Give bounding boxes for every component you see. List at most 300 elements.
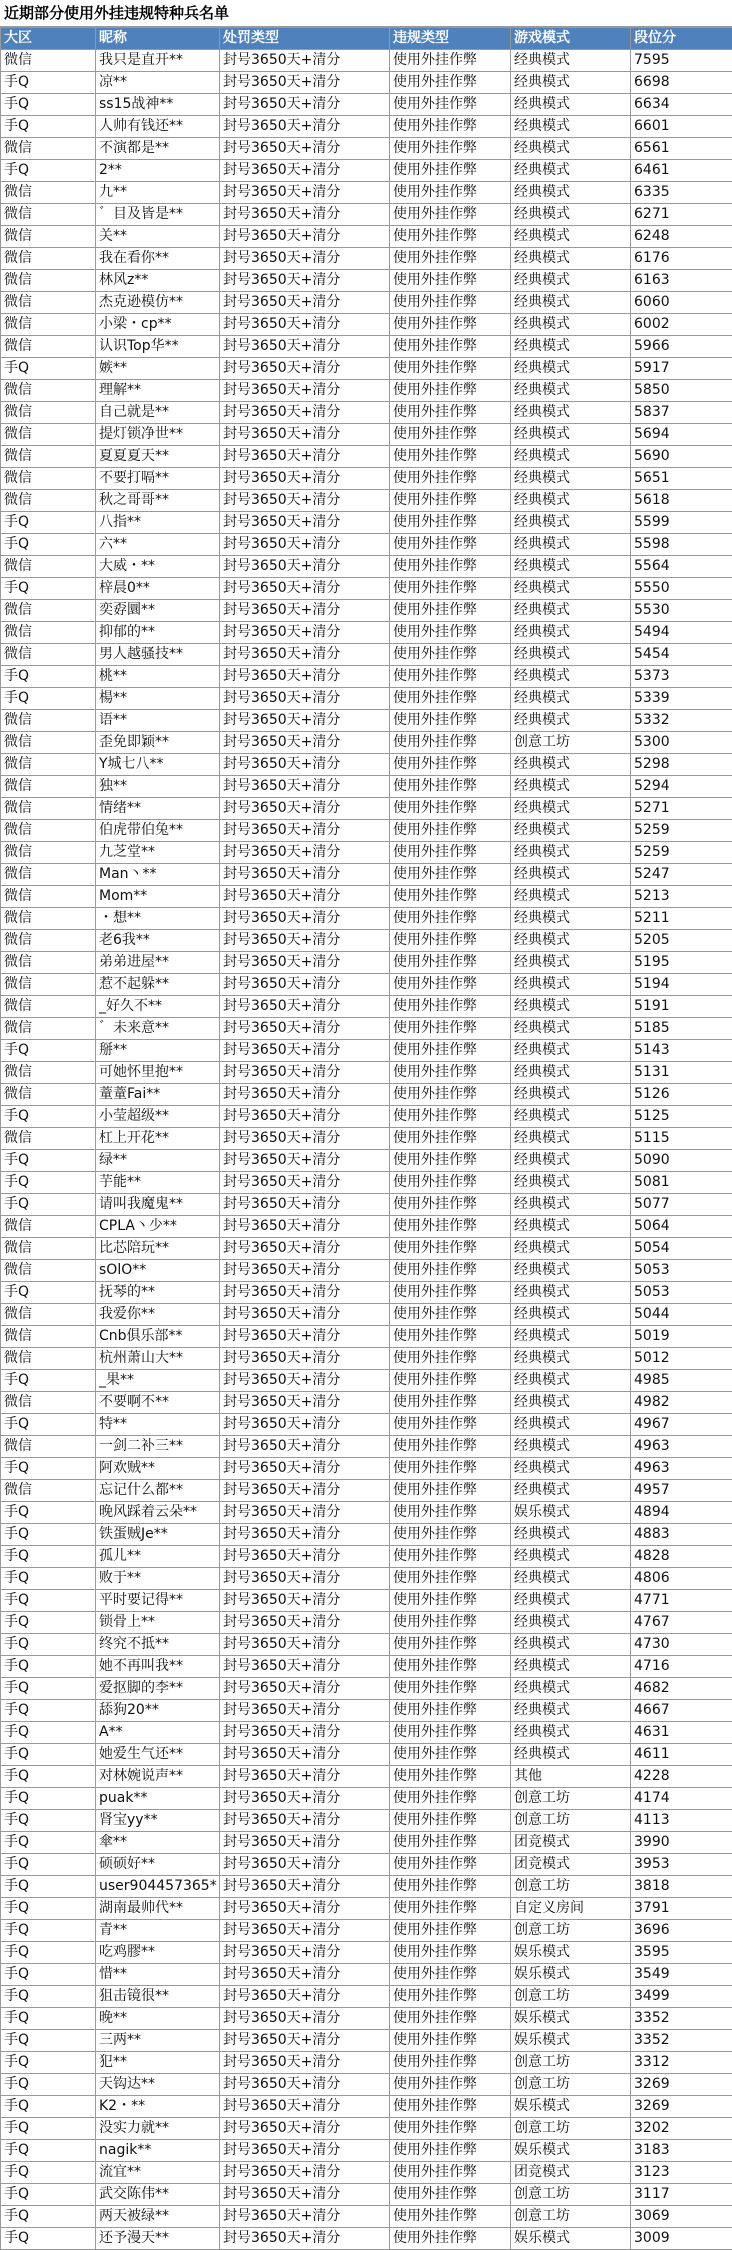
penalty-cell: 封号3650天+清分: [220, 1260, 390, 1282]
nickname-cell: 语**: [96, 710, 220, 732]
penalty-cell: 封号3650天+清分: [220, 710, 390, 732]
game-mode-cell: 经典模式: [511, 490, 631, 512]
game-mode-cell: 经典模式: [511, 116, 631, 138]
region-cell: 手Q: [1, 1876, 96, 1898]
game-mode-cell: 经典模式: [511, 1040, 631, 1062]
penalty-cell: 封号3650天+清分: [220, 336, 390, 358]
rank-score-cell: 6176: [631, 248, 732, 270]
violation-cell: 使用外挂作弊: [390, 248, 511, 270]
violation-cell: 使用外挂作弊: [390, 2206, 511, 2228]
nickname-cell: 梓晨0**: [96, 578, 220, 600]
region-cell: 手Q: [1, 116, 96, 138]
table-row: [1, 1238, 732, 1260]
region-cell: 手Q: [1, 2096, 96, 2118]
rank-score-cell: 3696: [631, 1920, 732, 1942]
penalty-cell: 封号3650天+清分: [220, 2228, 390, 2250]
table-row: [1, 1612, 732, 1634]
violation-cell: 使用外挂作弊: [390, 688, 511, 710]
rank-score-cell: 3312: [631, 2052, 732, 2074]
nickname-cell: 不演都是**: [96, 138, 220, 160]
violation-cell: 使用外挂作弊: [390, 138, 511, 160]
rank-score-cell: 5599: [631, 512, 732, 534]
table-row: [1, 1040, 732, 1062]
violation-cell: 使用外挂作弊: [390, 776, 511, 798]
table-row: [1, 1480, 732, 1502]
table-row: [1, 2008, 732, 2030]
game-mode-cell: 经典模式: [511, 1062, 631, 1084]
violation-cell: 使用外挂作弊: [390, 1678, 511, 1700]
rank-score-cell: 3352: [631, 2008, 732, 2030]
table-row: [1, 1986, 732, 2008]
game-mode-cell: 经典模式: [511, 1546, 631, 1568]
region-cell: 手Q: [1, 1832, 96, 1854]
game-mode-cell: 经典模式: [511, 754, 631, 776]
game-mode-cell: 经典模式: [511, 204, 631, 226]
rank-score-cell: 5271: [631, 798, 732, 820]
rank-score-cell: 5211: [631, 908, 732, 930]
rank-score-cell: 4806: [631, 1568, 732, 1590]
nickname-cell: 凉**: [96, 72, 220, 94]
nickname-cell: 爱抠脚的李**: [96, 1678, 220, 1700]
violation-cell: 使用外挂作弊: [390, 1986, 511, 2008]
table-row: [1, 1810, 732, 1832]
penalty-cell: 封号3650天+清分: [220, 1172, 390, 1194]
region-cell: 微信: [1, 1018, 96, 1040]
region-cell: 手Q: [1, 1172, 96, 1194]
game-mode-cell: 经典模式: [511, 1216, 631, 1238]
nickname-cell: 杰克逊模仿**: [96, 292, 220, 314]
nickname-cell: 硕硕好**: [96, 1854, 220, 1876]
rank-score-cell: 5837: [631, 402, 732, 424]
nickname-cell: Man丶**: [96, 864, 220, 886]
rank-score-cell: 4967: [631, 1414, 732, 1436]
nickname-cell: 舔狗20**: [96, 1700, 220, 1722]
region-cell: 手Q: [1, 1810, 96, 1832]
nickname-cell: 不要啊不**: [96, 1392, 220, 1414]
game-mode-cell: 经典模式: [511, 1436, 631, 1458]
nickname-cell: _好久不**: [96, 996, 220, 1018]
rank-score-cell: 5195: [631, 952, 732, 974]
violation-cell: 使用外挂作弊: [390, 1744, 511, 1766]
column-header-penalty: 处罚类型: [220, 28, 390, 50]
rank-score-cell: 6335: [631, 182, 732, 204]
game-mode-cell: 经典模式: [511, 424, 631, 446]
penalty-cell: 封号3650天+清分: [220, 248, 390, 270]
nickname-cell: A**: [96, 1722, 220, 1744]
rank-score-cell: 4730: [631, 1634, 732, 1656]
violation-cell: 使用外挂作弊: [390, 842, 511, 864]
region-cell: 手Q: [1, 72, 96, 94]
nickname-cell: 晚**: [96, 2008, 220, 2030]
table-row: [1, 996, 732, 1018]
violation-cell: 使用外挂作弊: [390, 1700, 511, 1722]
game-mode-cell: 经典模式: [511, 1656, 631, 1678]
game-mode-cell: 经典模式: [511, 1744, 631, 1766]
table-row: [1, 842, 732, 864]
violation-cell: 使用外挂作弊: [390, 710, 511, 732]
game-mode-cell: 经典模式: [511, 864, 631, 886]
rank-score-cell: 4982: [631, 1392, 732, 1414]
penalty-cell: 封号3650天+清分: [220, 1282, 390, 1304]
violation-cell: 使用外挂作弊: [390, 446, 511, 468]
penalty-cell: 封号3650天+清分: [220, 1304, 390, 1326]
nickname-cell: 九**: [96, 182, 220, 204]
violation-cell: 使用外挂作弊: [390, 336, 511, 358]
region-cell: 手Q: [1, 512, 96, 534]
penalty-cell: 封号3650天+清分: [220, 72, 390, 94]
table-row: [1, 1524, 732, 1546]
game-mode-cell: 经典模式: [511, 336, 631, 358]
table-row: [1, 556, 732, 578]
violation-cell: 使用外挂作弊: [390, 424, 511, 446]
game-mode-cell: 经典模式: [511, 1612, 631, 1634]
rank-score-cell: 5694: [631, 424, 732, 446]
penalty-cell: 封号3650天+清分: [220, 512, 390, 534]
rank-score-cell: 5090: [631, 1150, 732, 1172]
penalty-cell: 封号3650天+清分: [220, 2206, 390, 2228]
violation-cell: 使用外挂作弊: [390, 2008, 511, 2030]
penalty-cell: 封号3650天+清分: [220, 1788, 390, 1810]
rank-score-cell: 5053: [631, 1260, 732, 1282]
region-cell: 手Q: [1, 666, 96, 688]
region-cell: 微信: [1, 380, 96, 402]
violation-cell: 使用外挂作弊: [390, 600, 511, 622]
region-cell: 手Q: [1, 1106, 96, 1128]
nickname-cell: 掰**: [96, 1040, 220, 1062]
nickname-cell: 比芯陪玩**: [96, 1238, 220, 1260]
nickname-cell: 请叫我魔鬼**: [96, 1194, 220, 1216]
game-mode-cell: 娱乐模式: [511, 2140, 631, 2162]
violation-cell: 使用外挂作弊: [390, 1106, 511, 1128]
penalty-cell: 封号3650天+清分: [220, 1150, 390, 1172]
game-mode-cell: 经典模式: [511, 974, 631, 996]
rank-score-cell: 5966: [631, 336, 732, 358]
region-cell: 微信: [1, 204, 96, 226]
nickname-cell: 三两**: [96, 2030, 220, 2052]
nickname-cell: nagik**: [96, 2140, 220, 2162]
table-row: [1, 2184, 732, 2206]
table-row: [1, 1414, 732, 1436]
table-row: [1, 1128, 732, 1150]
game-mode-cell: 经典模式: [511, 688, 631, 710]
nickname-cell: ゛目及皆是**: [96, 204, 220, 226]
violation-cell: 使用外挂作弊: [390, 1942, 511, 1964]
nickname-cell: 可她怀里抱**: [96, 1062, 220, 1084]
rank-score-cell: 5298: [631, 754, 732, 776]
game-mode-cell: 创意工坊: [511, 2206, 631, 2228]
violation-cell: 使用外挂作弊: [390, 2096, 511, 2118]
rank-score-cell: 6634: [631, 94, 732, 116]
penalty-cell: 封号3650天+清分: [220, 1502, 390, 1524]
region-cell: 手Q: [1, 1502, 96, 1524]
game-mode-cell: 经典模式: [511, 556, 631, 578]
penalty-cell: 封号3650天+清分: [220, 930, 390, 952]
region-cell: 微信: [1, 292, 96, 314]
game-mode-cell: 创意工坊: [511, 1810, 631, 1832]
nickname-cell: 秋之哥哥**: [96, 490, 220, 512]
game-mode-cell: 经典模式: [511, 820, 631, 842]
penalty-cell: 封号3650天+清分: [220, 1612, 390, 1634]
region-cell: 手Q: [1, 1964, 96, 1986]
penalty-cell: 封号3650天+清分: [220, 1480, 390, 1502]
rank-score-cell: 6248: [631, 226, 732, 248]
game-mode-cell: 经典模式: [511, 1568, 631, 1590]
region-cell: 手Q: [1, 1854, 96, 1876]
violation-cell: 使用外挂作弊: [390, 1348, 511, 1370]
game-mode-cell: 经典模式: [511, 138, 631, 160]
region-cell: 手Q: [1, 2118, 96, 2140]
table-row: [1, 116, 732, 138]
penalty-cell: 封号3650天+清分: [220, 1040, 390, 1062]
violation-cell: 使用外挂作弊: [390, 644, 511, 666]
table-row: [1, 1348, 732, 1370]
penalty-cell: 封号3650天+清分: [220, 798, 390, 820]
region-cell: 微信: [1, 908, 96, 930]
table-row: [1, 1942, 732, 1964]
table-row: [1, 270, 732, 292]
game-mode-cell: 创意工坊: [511, 2052, 631, 2074]
penalty-cell: 封号3650天+清分: [220, 1700, 390, 1722]
rank-score-cell: 4228: [631, 1766, 732, 1788]
penalty-cell: 封号3650天+清分: [220, 754, 390, 776]
nickname-cell: ss15战神**: [96, 94, 220, 116]
violation-cell: 使用外挂作弊: [390, 2030, 511, 2052]
region-cell: 手Q: [1, 1150, 96, 1172]
rank-score-cell: 6271: [631, 204, 732, 226]
table-row: [1, 292, 732, 314]
violation-cell: 使用外挂作弊: [390, 1568, 511, 1590]
nickname-cell: 我只是直开**: [96, 50, 220, 72]
violation-cell: 使用外挂作弊: [390, 1524, 511, 1546]
rank-score-cell: 5259: [631, 842, 732, 864]
rank-score-cell: 6698: [631, 72, 732, 94]
rank-score-cell: 5339: [631, 688, 732, 710]
table-row: [1, 1392, 732, 1414]
nickname-cell: 人帅有钱还**: [96, 116, 220, 138]
rank-score-cell: 4682: [631, 1678, 732, 1700]
table-row: [1, 1370, 732, 1392]
game-mode-cell: 娱乐模式: [511, 2008, 631, 2030]
table-row: [1, 1700, 732, 1722]
region-cell: 微信: [1, 314, 96, 336]
nickname-cell: 关**: [96, 226, 220, 248]
region-cell: 微信: [1, 336, 96, 358]
game-mode-cell: 经典模式: [511, 842, 631, 864]
nickname-cell: 我爱你**: [96, 1304, 220, 1326]
region-cell: 微信: [1, 710, 96, 732]
region-cell: 手Q: [1, 1414, 96, 1436]
violation-cell: 使用外挂作弊: [390, 2228, 511, 2250]
table-row: [1, 974, 732, 996]
violation-cell: 使用外挂作弊: [390, 50, 511, 72]
table-row: [1, 490, 732, 512]
nickname-cell: 奕孬圜**: [96, 600, 220, 622]
rank-score-cell: 5494: [631, 622, 732, 644]
region-cell: 手Q: [1, 1040, 96, 1062]
rank-score-cell: 3269: [631, 2074, 732, 2096]
region-cell: 微信: [1, 270, 96, 292]
violation-cell: 使用外挂作弊: [390, 204, 511, 226]
nickname-cell: 她爱生气还**: [96, 1744, 220, 1766]
nickname-cell: 蕫蕫Fai**: [96, 1084, 220, 1106]
nickname-cell: 吃鸡膠**: [96, 1942, 220, 1964]
region-cell: 微信: [1, 952, 96, 974]
violation-cell: 使用外挂作弊: [390, 622, 511, 644]
nickname-cell: 提灯锁净世**: [96, 424, 220, 446]
violation-cell: 使用外挂作弊: [390, 1964, 511, 1986]
violation-cell: 使用外挂作弊: [390, 1854, 511, 1876]
penalty-cell: 封号3650天+清分: [220, 2118, 390, 2140]
game-mode-cell: 经典模式: [511, 996, 631, 1018]
table-row: [1, 776, 732, 798]
region-cell: 手Q: [1, 1282, 96, 1304]
penalty-cell: 封号3650天+清分: [220, 1920, 390, 1942]
game-mode-cell: 经典模式: [511, 1238, 631, 1260]
region-cell: 手Q: [1, 1194, 96, 1216]
violation-cell: 使用外挂作弊: [390, 380, 511, 402]
table-row: [1, 1150, 732, 1172]
game-mode-cell: 创意工坊: [511, 732, 631, 754]
region-cell: 手Q: [1, 94, 96, 116]
penalty-cell: 封号3650天+清分: [220, 314, 390, 336]
table-row: [1, 2030, 732, 2052]
game-mode-cell: 经典模式: [511, 622, 631, 644]
nickname-cell: 男人越骚技**: [96, 644, 220, 666]
game-mode-cell: 自定义房间: [511, 1898, 631, 1920]
region-cell: 手Q: [1, 534, 96, 556]
table-row: [1, 1832, 732, 1854]
rank-score-cell: 5247: [631, 864, 732, 886]
table-row: [1, 622, 732, 644]
table-row: [1, 2074, 732, 2096]
table-row: [1, 1788, 732, 1810]
violation-cell: 使用外挂作弊: [390, 2140, 511, 2162]
game-mode-cell: 娱乐模式: [511, 2096, 631, 2118]
rank-score-cell: 5131: [631, 1062, 732, 1084]
rank-score-cell: 5077: [631, 1194, 732, 1216]
region-cell: 手Q: [1, 358, 96, 380]
violation-cell: 使用外挂作弊: [390, 2184, 511, 2206]
table-row: [1, 336, 732, 358]
game-mode-cell: 创意工坊: [511, 1876, 631, 1898]
table-row: [1, 1854, 732, 1876]
rank-score-cell: 5126: [631, 1084, 732, 1106]
violation-cell: 使用外挂作弊: [390, 2052, 511, 2074]
violation-cell: 使用外挂作弊: [390, 732, 511, 754]
penalty-cell: 封号3650天+清分: [220, 1854, 390, 1876]
game-mode-cell: 创意工坊: [511, 1986, 631, 2008]
table-row: [1, 1172, 732, 1194]
rank-score-cell: 3990: [631, 1832, 732, 1854]
game-mode-cell: 创意工坊: [511, 2074, 631, 2096]
penalty-cell: 封号3650天+清分: [220, 380, 390, 402]
penalty-cell: 封号3650天+清分: [220, 1370, 390, 1392]
nickname-cell: 惹不起躲**: [96, 974, 220, 996]
region-cell: 手Q: [1, 1568, 96, 1590]
game-mode-cell: 创意工坊: [511, 1920, 631, 1942]
game-mode-cell: 经典模式: [511, 94, 631, 116]
rank-score-cell: 4174: [631, 1788, 732, 1810]
nickname-cell: 楊**: [96, 688, 220, 710]
violation-cell: 使用外挂作弊: [390, 1062, 511, 1084]
region-cell: 微信: [1, 732, 96, 754]
region-cell: 手Q: [1, 1524, 96, 1546]
nickname-cell: 八指**: [96, 512, 220, 534]
rank-score-cell: 4985: [631, 1370, 732, 1392]
violation-cell: 使用外挂作弊: [390, 1326, 511, 1348]
nickname-cell: 情绪**: [96, 798, 220, 820]
violation-cell: 使用外挂作弊: [390, 1898, 511, 1920]
game-mode-cell: 创意工坊: [511, 1788, 631, 1810]
nickname-cell: Y城七八**: [96, 754, 220, 776]
violation-cell: 使用外挂作弊: [390, 666, 511, 688]
rank-score-cell: 5294: [631, 776, 732, 798]
game-mode-cell: 团竞模式: [511, 1854, 631, 1876]
rank-score-cell: 5332: [631, 710, 732, 732]
region-cell: 微信: [1, 842, 96, 864]
table-row: [1, 402, 732, 424]
game-mode-cell: 经典模式: [511, 314, 631, 336]
region-cell: 微信: [1, 996, 96, 1018]
region-cell: 微信: [1, 490, 96, 512]
game-mode-cell: 经典模式: [511, 402, 631, 424]
violation-cell: 使用外挂作弊: [390, 1458, 511, 1480]
region-cell: 微信: [1, 622, 96, 644]
game-mode-cell: 经典模式: [511, 1282, 631, 1304]
game-mode-cell: 经典模式: [511, 1150, 631, 1172]
penalty-cell: 封号3650天+清分: [220, 2184, 390, 2206]
game-mode-cell: 娱乐模式: [511, 1502, 631, 1524]
nickname-cell: 惜**: [96, 1964, 220, 1986]
region-cell: 微信: [1, 1304, 96, 1326]
penalty-cell: 封号3650天+清分: [220, 1194, 390, 1216]
violation-cell: 使用外挂作弊: [390, 1392, 511, 1414]
nickname-cell: ・想**: [96, 908, 220, 930]
penalty-cell: 封号3650天+清分: [220, 1876, 390, 1898]
region-cell: 微信: [1, 600, 96, 622]
table-row: [1, 754, 732, 776]
nickname-cell: 忘记什么都**: [96, 1480, 220, 1502]
table-row: [1, 138, 732, 160]
region-cell: 手Q: [1, 1458, 96, 1480]
table-row: [1, 710, 732, 732]
penalty-cell: 封号3650天+清分: [220, 622, 390, 644]
violation-cell: 使用外挂作弊: [390, 908, 511, 930]
region-cell: 微信: [1, 1436, 96, 1458]
rank-score-cell: 6163: [631, 270, 732, 292]
region-cell: 微信: [1, 820, 96, 842]
violation-cell: 使用外挂作弊: [390, 1722, 511, 1744]
game-mode-cell: 其他: [511, 1766, 631, 1788]
nickname-cell: _果**: [96, 1370, 220, 1392]
region-cell: 手Q: [1, 1766, 96, 1788]
violation-cell: 使用外挂作弊: [390, 1590, 511, 1612]
region-cell: 微信: [1, 1062, 96, 1084]
region-cell: 微信: [1, 644, 96, 666]
violation-cell: 使用外挂作弊: [390, 1480, 511, 1502]
game-mode-cell: 娱乐模式: [511, 1964, 631, 1986]
region-cell: 手Q: [1, 1546, 96, 1568]
rank-score-cell: 5125: [631, 1106, 732, 1128]
rank-score-cell: 5205: [631, 930, 732, 952]
violation-cell: 使用外挂作弊: [390, 1260, 511, 1282]
rank-score-cell: 4631: [631, 1722, 732, 1744]
rank-score-cell: 4767: [631, 1612, 732, 1634]
rank-score-cell: 4716: [631, 1656, 732, 1678]
header-row: [1, 28, 732, 50]
rank-score-cell: 4957: [631, 1480, 732, 1502]
violation-cell: 使用外挂作弊: [390, 292, 511, 314]
